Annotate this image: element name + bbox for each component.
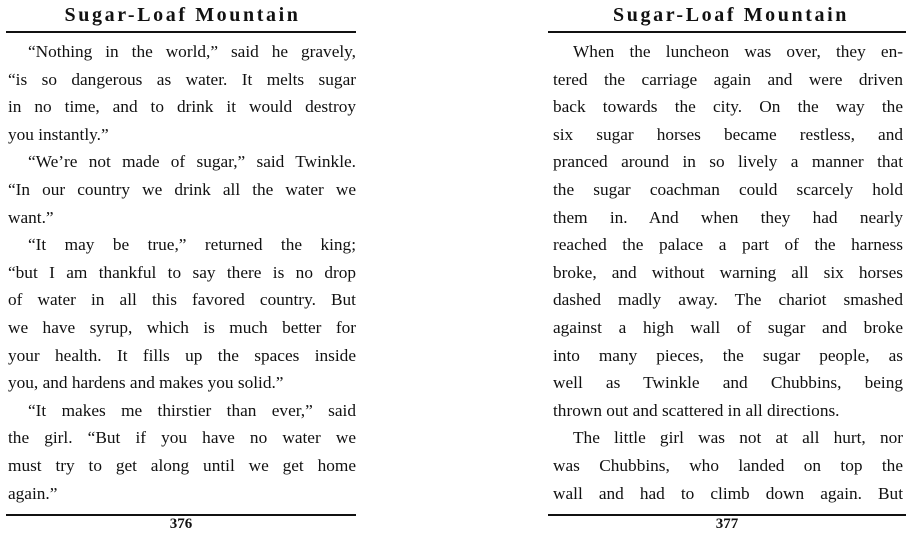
running-head: Sugar-Loaf Mountain [64, 4, 301, 26]
text-line: When the luncheon was over, they en- [573, 42, 903, 61]
text-line: broke, and without warning all six horses [553, 262, 903, 282]
text-line: must try to get along until we get home [8, 455, 356, 475]
right-page [548, 0, 914, 538]
page-number: 377 [715, 516, 739, 532]
text-line: “In our country we drink all the water we [8, 179, 356, 199]
running-head: Sugar-Loaf Mountain [613, 4, 849, 26]
text-line: pranced around in so lively a manner that [553, 152, 903, 172]
text-line: you instantly.” [8, 124, 109, 144]
text-line: dashed madly away. The chariot smashed [553, 290, 903, 310]
text-line: your health. It fills up the spaces inside [8, 345, 356, 365]
text-line: tered the carriage again and were driven [553, 69, 903, 89]
text-line: The little girl was not at all hurt, nor [573, 428, 903, 448]
text-line: “but I am thankful to say there is no drop [8, 262, 356, 282]
text-line: we have syrup, which is much better for [8, 317, 356, 337]
text-line: the sugar coachman could scarcely hold [553, 179, 903, 199]
text-line: “It may be true,” returned the king; [28, 235, 356, 255]
left-page [0, 0, 365, 538]
text-line: wall and had to climb down again. But [553, 483, 903, 503]
text-line: in no time, and to drink it would destroy [8, 97, 356, 117]
text-line: “is so dangerous as water. It melts sugar [8, 69, 356, 89]
text-line: thrown out and scattered in all directions. [553, 400, 840, 420]
body-text [553, 38, 903, 507]
text-line: into many pieces, the sugar people, as [553, 345, 903, 365]
text-line: of water in all this favored country. But [8, 290, 356, 310]
header-rule [548, 31, 906, 33]
text-line: you, and hardens and makes you solid.” [8, 373, 284, 393]
text-line: reached the palace a part of the harness [553, 235, 903, 255]
header-rule [6, 31, 356, 33]
text-line: “Nothing in the world,” said he gravely, [28, 42, 356, 61]
text-line: again.” [8, 483, 58, 503]
text-line: “It makes me thirstier than ever,” said [28, 400, 356, 420]
text-line: “We’re not made of sugar,” said Twinkle. [28, 152, 356, 172]
text-line: was Chubbins, who landed on top the [553, 455, 903, 475]
page-number: 376 [169, 516, 193, 532]
text-line: the girl. “But if you have no water we [8, 428, 356, 448]
text-line: back towards the city. On the way the [553, 97, 903, 117]
body-text [8, 38, 356, 507]
text-line: well as Twinkle and Chubbins, being [553, 373, 903, 393]
text-line: against a high wall of sugar and broke [553, 317, 903, 337]
text-line: six sugar horses became restless, and [553, 124, 903, 144]
text-line: want.” [8, 207, 54, 227]
text-line: them in. And when they had nearly [553, 207, 903, 227]
